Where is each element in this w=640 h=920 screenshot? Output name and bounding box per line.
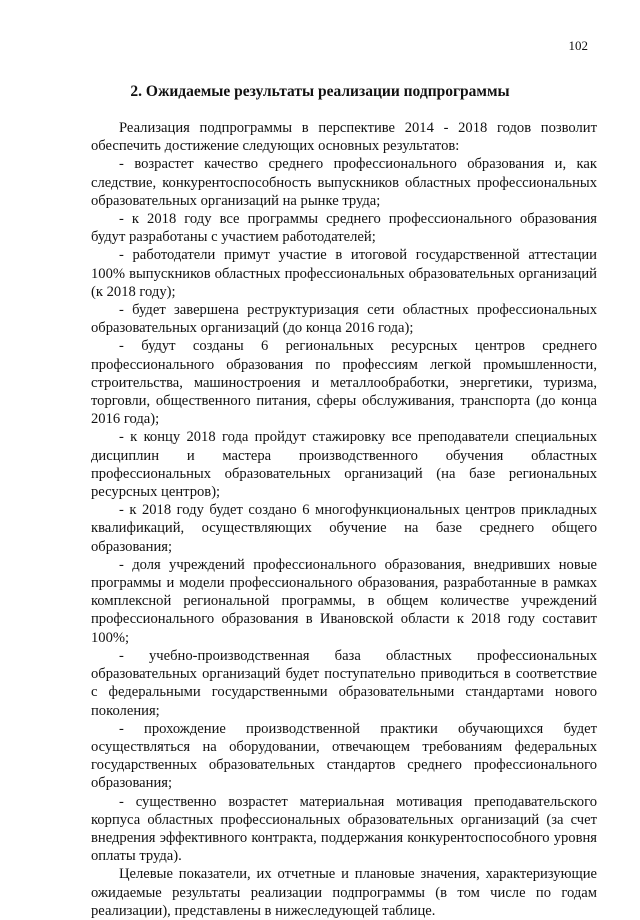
paragraph-item: - к 2018 году будет создано 6 многофункциональных центров прикладных квалификаций, осуществляющих обучение на базе среднего общего образования; — [91, 502, 597, 555]
paragraph-item: - учебно-производственная база областных профессиональных образовательных организаций будет поступательно приводиться в соответствие с федеральными государственными образовательными стандартами нового поколения; — [91, 647, 597, 719]
paragraph-item: - будут созданы 6 региональных ресурсных центров среднего профессионального образования по профессиям легкой промышленности, строительства, машиностроения и металлообработки, энергетики, туризма, торговли, общественного питания, сферы обслуживания, транспорта (до конца 2016 года); — [91, 338, 597, 428]
paragraph-item: - возрастет качество среднего профессионального образования и, как следствие, конкурентоспособность выпускников областных профессиональных образовательных организаций на рынке труда; — [91, 156, 597, 209]
paragraph-item: - к концу 2018 года пройдут стажировку все преподаватели специальных дисциплин и мастера производственного обучения областных профессиональных образовательных организаций (на базе региональных ресурсных центров); — [91, 429, 597, 501]
paragraph-item: - работодатели примут участие в итоговой государственной аттестации 100% выпускников областных профессиональных образовательных организаций (к 2018 году); — [91, 247, 597, 300]
page-number: 102 — [568, 38, 588, 53]
paragraph-item: - будет завершена реструктуризация сети областных профессиональных образовательных организаций (до конца 2016 года); — [91, 302, 597, 337]
paragraph-item: - к 2018 году все программы среднего профессионального образования будут разработаны с участием работодателей; — [91, 211, 597, 246]
document-body — [91, 119, 597, 920]
paragraph-conclusion: Целевые показатели, их отчетные и плановые значения, характеризующие ожидаемые результаты реализации подпрограммы (в том числе по годам реализации), представлены в нижеследующей таблице. — [91, 866, 597, 919]
paragraph-intro: Реализация подпрограммы в перспективе 2014 - 2018 годов позволит обеспечить достижение следующих основных результатов: — [91, 120, 597, 155]
paragraph-item: - существенно возрастет материальная мотивация преподавательского корпуса областных профессиональных образовательных организаций (за счет внедрения эффективного контракта, поддержания конкурентоспособного уровня оплаты труда). — [91, 793, 597, 865]
paragraph-item: - прохождение производственной практики обучающихся будет осуществляться на оборудовании, отвечающем требованиям федеральных государственных образовательных стандартов среднего профессионального образования; — [91, 720, 597, 792]
section-heading: 2. Ожидаемые результаты реализации подпрограммы — [130, 83, 510, 100]
paragraph-item: - доля учреждений профессионального образования, внедривших новые программы и модели профессионального образования, разработанные в рамках комплексной региональной программы, в общем количестве учреждений профессионального образования в Ивановской области к 2018 году составит 100%; — [91, 556, 597, 646]
